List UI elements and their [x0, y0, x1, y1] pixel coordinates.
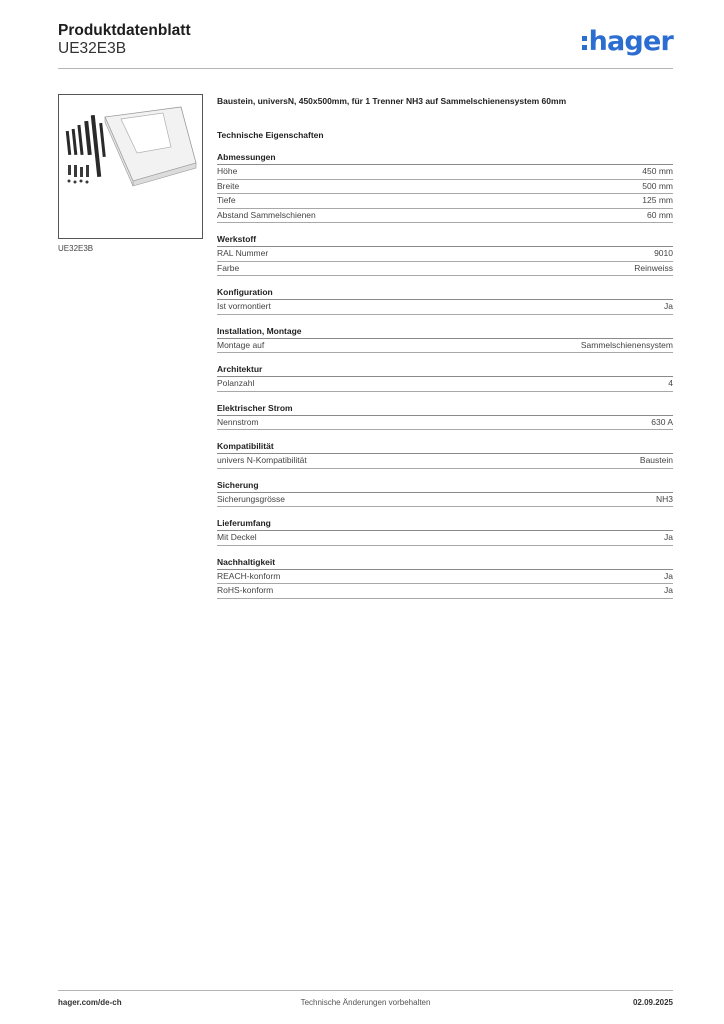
hager-logo	[582, 26, 673, 56]
property-row	[217, 531, 673, 546]
property-section	[217, 234, 673, 276]
property-label: Farbe	[217, 262, 240, 273]
footer-date: 02.09.2025	[632, 998, 673, 1007]
property-value: Ja	[664, 570, 673, 581]
property-section	[217, 441, 673, 469]
property-row	[217, 416, 673, 431]
property-value: Ja	[664, 301, 673, 311]
footer-notice: Technische Änderungen vorbehalten	[300, 998, 431, 1007]
property-row	[217, 300, 673, 315]
section-title: Nachhaltigkeit	[217, 557, 673, 570]
property-label: RAL Nummer	[217, 248, 269, 258]
section-title: Sicherung	[217, 480, 673, 493]
property-value: 4	[668, 378, 673, 388]
product-illustration-icon	[59, 95, 202, 238]
page-header	[58, 22, 673, 68]
property-label: Höhe	[217, 166, 238, 176]
property-label: Nennstrom	[217, 416, 259, 427]
section-title: Installation, Montage	[217, 326, 673, 339]
document-title: Produktdatenblatt	[58, 22, 191, 39]
property-row	[217, 247, 673, 262]
footer-website: hager.com/de-ch	[58, 998, 122, 1007]
datasheet-content	[217, 96, 673, 610]
property-value: 450 mm	[642, 166, 673, 176]
property-label: RoHS-konform	[217, 585, 274, 595]
property-value: 9010	[654, 248, 673, 258]
property-label: univers N-Kompatibilität	[217, 455, 307, 465]
property-row	[217, 165, 673, 180]
property-label: Tiefe	[217, 195, 236, 205]
property-value: 630 A	[651, 416, 673, 427]
property-value: 125 mm	[642, 195, 673, 205]
section-title: Elektrischer Strom	[217, 403, 673, 416]
property-section	[217, 364, 673, 392]
property-label: REACH-konform	[217, 570, 281, 581]
property-value: Ja	[664, 532, 673, 542]
product-description: Baustein, universN, 450x500mm, für 1 Trenner NH3 auf Sammelschienensystem 60mm	[217, 96, 567, 106]
property-row	[217, 454, 673, 469]
property-row	[217, 377, 673, 392]
property-section	[217, 287, 673, 315]
logo-dots-icon	[582, 36, 587, 56]
property-value: Baustein	[639, 455, 673, 465]
property-row	[217, 493, 673, 508]
property-row	[217, 194, 673, 209]
property-section	[217, 152, 673, 223]
property-row	[217, 584, 673, 599]
property-section	[217, 480, 673, 508]
property-value: 500 mm	[642, 180, 673, 191]
section-title: Werkstoff	[217, 234, 673, 247]
header-divider	[58, 68, 673, 69]
property-value: NH3	[655, 493, 673, 504]
property-value: Sammelschienensystem	[580, 339, 673, 350]
property-label: Abstand Sammelschienen	[217, 209, 316, 220]
property-section	[217, 403, 673, 431]
property-label: Breite	[217, 180, 240, 191]
product-number: UE32E3B	[58, 40, 127, 57]
property-row	[217, 262, 673, 277]
properties-title: Technische Eigenschaften	[217, 130, 324, 140]
section-title: Abmessungen	[217, 152, 673, 165]
section-title: Kompatibilität	[217, 441, 673, 454]
property-section	[217, 326, 673, 354]
property-row	[217, 570, 673, 585]
section-title: Architektur	[217, 364, 673, 377]
section-title: Lieferumfang	[217, 518, 673, 531]
property-value: Ja	[664, 585, 673, 595]
logo-text: hager	[588, 26, 673, 57]
property-row	[217, 339, 673, 354]
property-label: Ist vormontiert	[217, 301, 271, 311]
property-label: Polanzahl	[217, 378, 255, 388]
property-label: Mit Deckel	[217, 532, 257, 542]
property-label: Sicherungsgrösse	[217, 493, 286, 504]
footer-divider	[58, 990, 673, 991]
property-value: 60 mm	[647, 209, 673, 220]
product-image	[58, 94, 203, 239]
property-section	[217, 557, 673, 599]
property-row	[217, 209, 673, 224]
image-caption: UE32E3B	[58, 244, 94, 253]
property-value: Reinweiss	[634, 262, 673, 273]
property-label: Montage auf	[217, 339, 265, 350]
property-section	[217, 518, 673, 546]
section-title: Konfiguration	[217, 287, 673, 300]
property-row	[217, 180, 673, 195]
properties-sections	[217, 152, 673, 599]
